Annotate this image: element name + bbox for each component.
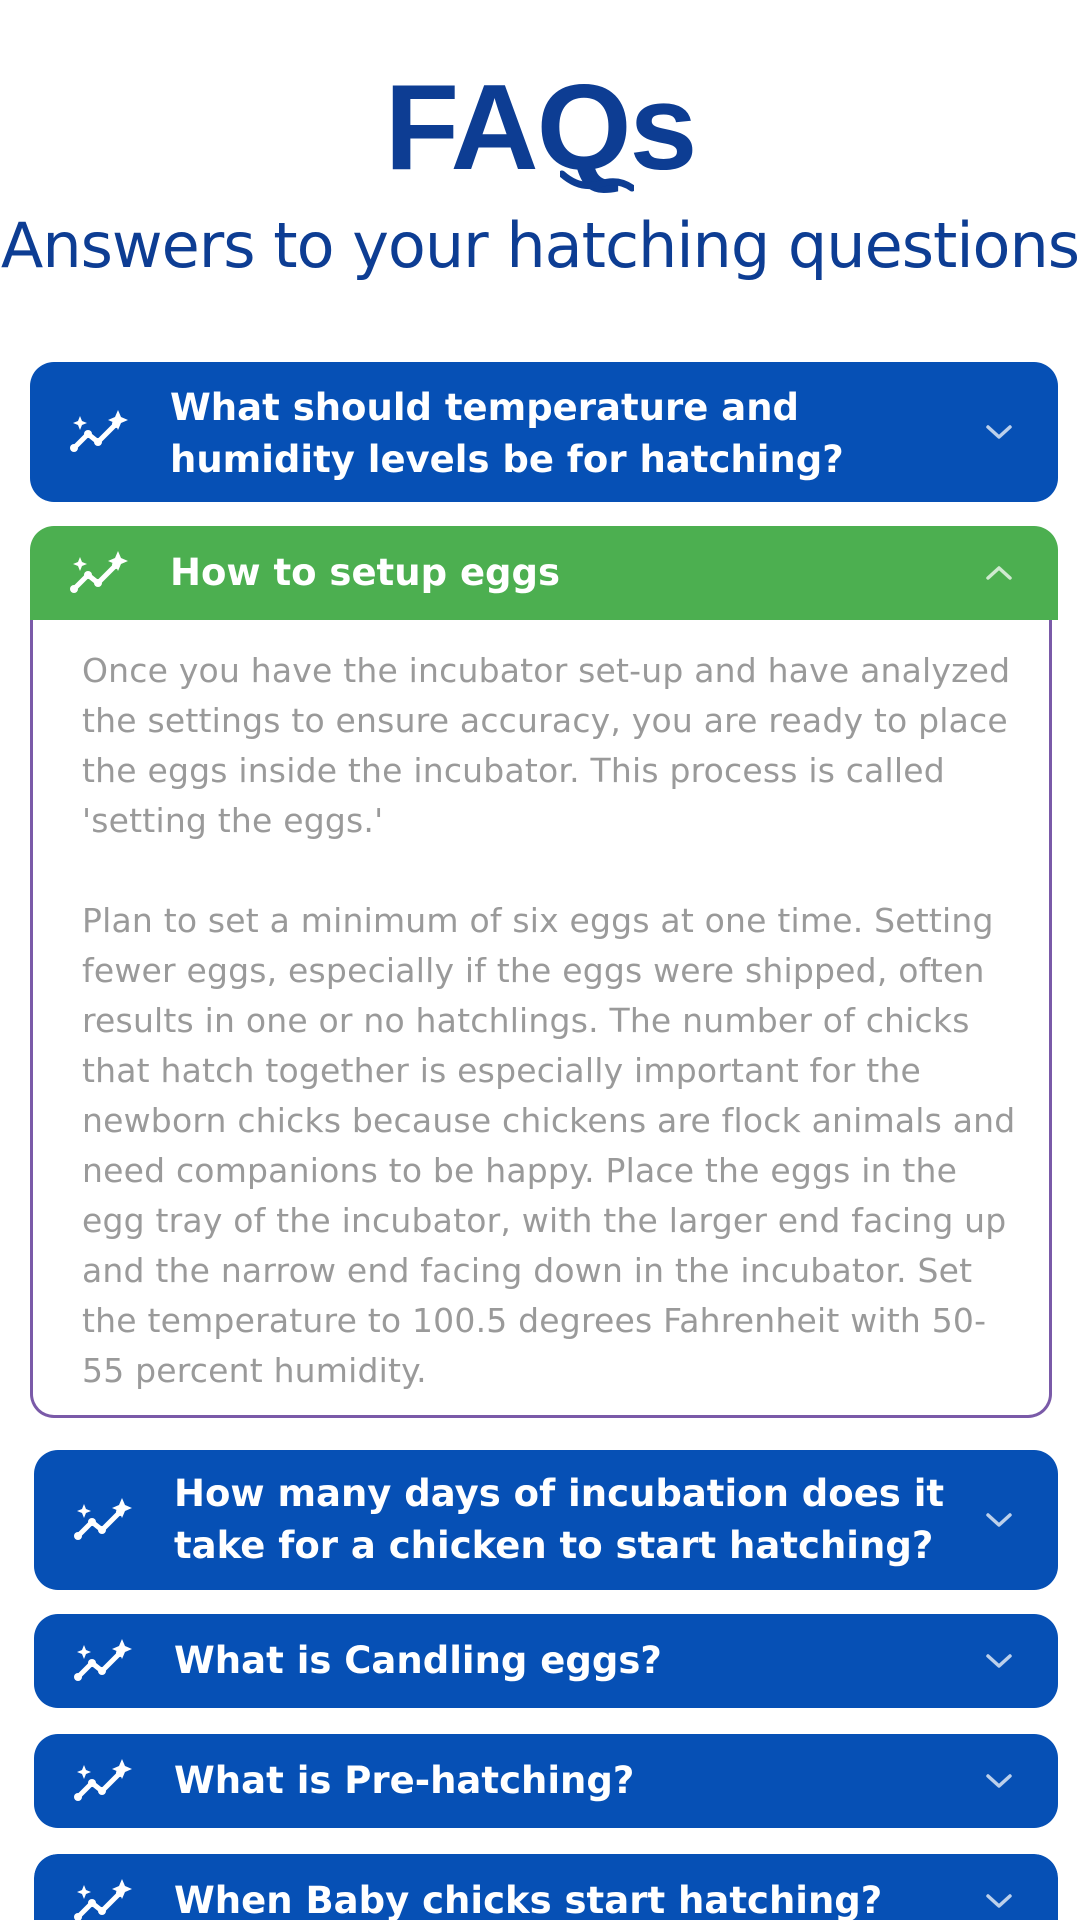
faq-question-text: What should temperature and humidity levels be for hatching?	[170, 386, 844, 481]
faq-item[interactable]	[34, 1854, 1058, 1920]
faq-item[interactable]	[34, 1450, 1058, 1590]
chevron-down-icon[interactable]	[984, 1510, 1014, 1530]
chevron-down-icon[interactable]	[984, 1891, 1014, 1911]
title-swoosh-decoration	[560, 170, 634, 192]
sparkle-chart-icon	[68, 549, 130, 597]
sparkle-chart-icon	[68, 408, 130, 456]
faq-item[interactable]	[34, 1734, 1058, 1828]
chevron-down-icon[interactable]	[984, 1771, 1014, 1791]
faq-item[interactable]	[34, 1614, 1058, 1708]
sparkle-chart-icon	[72, 1637, 134, 1685]
page-subtitle: Answers to your hatching questions	[0, 209, 1080, 282]
faq-question-header[interactable]	[30, 362, 1058, 502]
faq-question-text: How to setup eggs	[170, 551, 561, 594]
faq-question-header[interactable]	[34, 1614, 1058, 1708]
chevron-down-icon[interactable]	[984, 1651, 1014, 1671]
faq-question-text: How many days of incubation does it take for a chicken to start hatching?	[174, 1472, 945, 1567]
faq-answer-text	[82, 646, 1022, 1396]
faq-question-header[interactable]	[34, 1450, 1058, 1590]
sparkle-chart-icon	[72, 1496, 134, 1544]
chevron-down-icon[interactable]	[984, 422, 1014, 442]
faq-question-text: What is Candling eggs?	[174, 1639, 662, 1682]
faq-item-expanded[interactable]	[30, 526, 1058, 620]
answer-paragraph: Once you have the incubator set-up and have analyzed the settings to ensure accuracy, you are ready to place the eggs inside the incubator. This process is called 'setting the eggs.'	[82, 651, 1011, 840]
faq-item[interactable]	[30, 362, 1058, 502]
chevron-up-icon[interactable]	[984, 563, 1014, 583]
answer-paragraph: Plan to set a minimum of six eggs at one time. Setting fewer eggs, especially if the eggs were shipped, often results in one or no hatchlings. The number of chicks that hatch together is especially important for the newborn chicks because chickens are flock animals and need companions to be happy. Place the eggs in the egg tray of the incubator, with the larger end facing up and the narrow end facing down in the incubator. Set the temperature to 100.5 degrees Fahrenheit with 50-55 percent humidity.	[82, 901, 1016, 1390]
faq-question-header[interactable]	[34, 1854, 1058, 1920]
faq-question-header[interactable]	[30, 526, 1058, 620]
faq-question-header[interactable]	[34, 1734, 1058, 1828]
sparkle-chart-icon	[72, 1877, 134, 1920]
page-title: FAQs	[384, 59, 696, 195]
faq-question-text: When Baby chicks start hatching?	[174, 1879, 883, 1920]
faq-question-text: What is Pre-hatching?	[174, 1759, 635, 1802]
sparkle-chart-icon	[72, 1757, 134, 1805]
